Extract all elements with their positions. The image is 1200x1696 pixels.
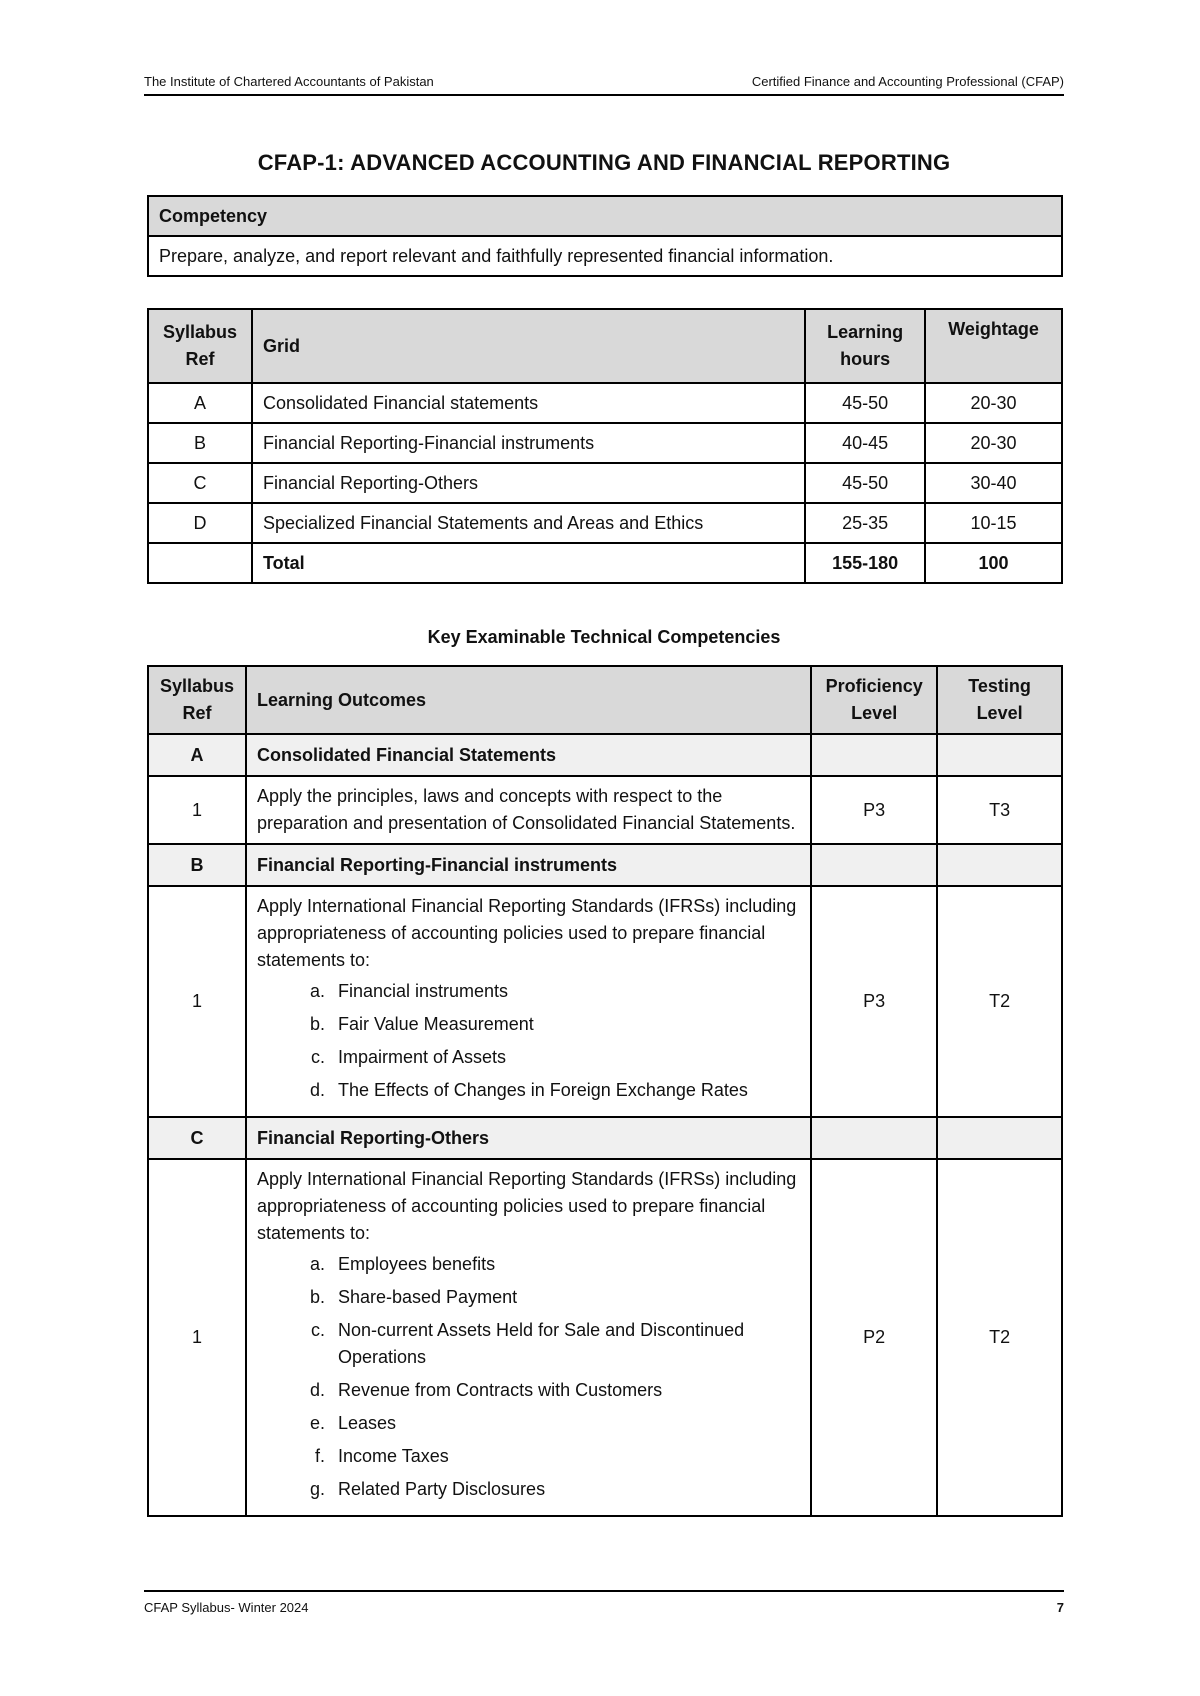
table-row <box>148 383 1062 423</box>
list-item: g. Related Party Disclosures <box>330 1476 800 1503</box>
list-item: b. Share-based Payment <box>330 1284 800 1311</box>
outcome-text: Apply International Financial Reporting Standards (IFRSs) including appropriateness of accounting policies used to prepare financial statements to: <box>256 1169 797 1243</box>
grid-hours: 40-45 <box>805 423 925 463</box>
grid-weightage: 20-30 <box>925 383 1062 423</box>
footer-syllabus: CFAP Syllabus- Winter 2024 <box>144 1600 309 1615</box>
col-proficiency-level <box>811 666 937 734</box>
section-empty-cell <box>937 844 1062 886</box>
outcome-ref: 1 <box>148 776 246 844</box>
col-ref-line1: Syllabus <box>159 676 234 696</box>
col-hours-line2: hours <box>840 349 891 369</box>
outcome-cell <box>246 886 811 1117</box>
grid-name: Financial Reporting-Financial instruments <box>252 423 805 463</box>
outcome-row <box>148 886 1062 1117</box>
grid-hours: 45-50 <box>805 383 925 423</box>
page-number: 7 <box>1056 1600 1064 1615</box>
table-row <box>148 503 1062 543</box>
col-learning-outcomes: Learning Outcomes <box>246 666 811 734</box>
col-prof-line1: Proficiency <box>825 676 923 696</box>
grid-weightage: 10-15 <box>925 503 1062 543</box>
ket-header-row <box>148 666 1062 734</box>
col-learning-hours <box>805 309 925 383</box>
proficiency-level: P3 <box>811 886 937 1117</box>
grid-hours: 25-35 <box>805 503 925 543</box>
total-hours: 155-180 <box>805 543 925 583</box>
grid-header-row <box>148 309 1062 383</box>
section-ref: B <box>148 844 246 886</box>
col-prof-line2: Level <box>851 703 898 723</box>
total-row <box>148 543 1062 583</box>
grid-hours: 45-50 <box>805 463 925 503</box>
section-ref: A <box>148 734 246 776</box>
outcome-list <box>257 1251 800 1503</box>
list-item: c. Non-current Assets Held for Sale and Discontinued Operations <box>330 1317 800 1371</box>
grid-weightage: 30-40 <box>925 463 1062 503</box>
proficiency-level: P2 <box>811 1159 937 1516</box>
section-empty-cell <box>811 1117 937 1159</box>
grid-weightage: 20-30 <box>925 423 1062 463</box>
section-empty-cell <box>937 734 1062 776</box>
section-ref: C <box>148 1117 246 1159</box>
syllabus-grid-table <box>147 308 1063 584</box>
grid-name: Financial Reporting-Others <box>252 463 805 503</box>
section-title: Consolidated Financial Statements <box>246 734 811 776</box>
competency-text: Prepare, analyze, and report relevant and faithfully represented financial information. <box>148 236 1062 276</box>
section-empty-cell <box>937 1117 1062 1159</box>
competency-table <box>147 195 1063 277</box>
grid-name: Consolidated Financial statements <box>252 383 805 423</box>
header-qualification: Certified Finance and Accounting Professional (CFAP) <box>751 74 1064 89</box>
testing-level: T3 <box>937 776 1062 844</box>
list-item: a. Employees benefits <box>330 1251 800 1278</box>
outcome-cell <box>246 776 811 844</box>
col-syllabus-ref <box>148 666 246 734</box>
testing-level: T2 <box>937 886 1062 1117</box>
col-syllabus-ref <box>148 309 252 383</box>
section-title: Financial Reporting-Others <box>246 1117 811 1159</box>
col-test-line2: Level <box>976 703 1023 723</box>
header-institute: The Institute of Chartered Accountants of Pakistan <box>144 74 434 89</box>
col-ref-line1: Syllabus <box>162 322 237 342</box>
table-row <box>148 423 1062 463</box>
outcome-row <box>148 1159 1062 1516</box>
grid-ref: A <box>148 383 252 423</box>
list-item: e. Leases <box>330 1410 800 1437</box>
outcome-cell <box>246 1159 811 1516</box>
list-item: f. Income Taxes <box>330 1443 800 1470</box>
col-testing-level <box>937 666 1062 734</box>
total-weightage: 100 <box>925 543 1062 583</box>
ket-heading: Key Examinable Technical Competencies <box>427 627 781 647</box>
col-grid: Grid <box>252 309 805 383</box>
outcome-list <box>257 978 800 1104</box>
outcome-text: Apply the principles, laws and concepts with respect to the preparation and presentation of Consolidated Financial Statements. <box>256 786 796 833</box>
grid-name: Specialized Financial Statements and Areas and Ethics <box>252 503 805 543</box>
section-empty-cell <box>811 844 937 886</box>
proficiency-level: P3 <box>811 776 937 844</box>
col-hours-line1: Learning <box>827 322 904 342</box>
list-item: c. Impairment of Assets <box>330 1044 800 1071</box>
col-test-line1: Testing <box>968 676 1031 696</box>
outcome-ref: 1 <box>148 886 246 1117</box>
section-empty-cell <box>811 734 937 776</box>
section-title: Financial Reporting-Financial instruments <box>246 844 811 886</box>
outcome-text: Apply International Financial Reporting Standards (IFRSs) including appropriateness of accounting policies used to prepare financial statements to: <box>256 896 797 970</box>
competency-heading: Competency <box>148 196 1062 236</box>
outcome-ref: 1 <box>148 1159 246 1516</box>
grid-ref: C <box>148 463 252 503</box>
col-weightage: Weightage <box>925 309 1062 383</box>
list-item: d. Revenue from Contracts with Customers <box>330 1377 800 1404</box>
technical-competencies-table <box>147 665 1063 1517</box>
list-item: b. Fair Value Measurement <box>330 1011 800 1038</box>
section-row <box>148 844 1062 886</box>
page-header <box>144 74 1064 96</box>
page-footer <box>144 1590 1064 1615</box>
section-row <box>148 734 1062 776</box>
testing-level: T2 <box>937 1159 1062 1516</box>
list-item: d. The Effects of Changes in Foreign Exchange Rates <box>330 1077 800 1104</box>
outcome-row <box>148 776 1062 844</box>
total-ref-empty <box>148 543 252 583</box>
col-ref-line2: Ref <box>182 703 212 723</box>
total-label: Total <box>252 543 805 583</box>
page-title: CFAP-1: ADVANCED ACCOUNTING AND FINANCIAL REPORTING <box>257 150 951 175</box>
section-row <box>148 1117 1062 1159</box>
table-row <box>148 463 1062 503</box>
list-item: a. Financial instruments <box>330 978 800 1005</box>
grid-ref: B <box>148 423 252 463</box>
grid-ref: D <box>148 503 252 543</box>
col-ref-line2: Ref <box>185 349 215 369</box>
